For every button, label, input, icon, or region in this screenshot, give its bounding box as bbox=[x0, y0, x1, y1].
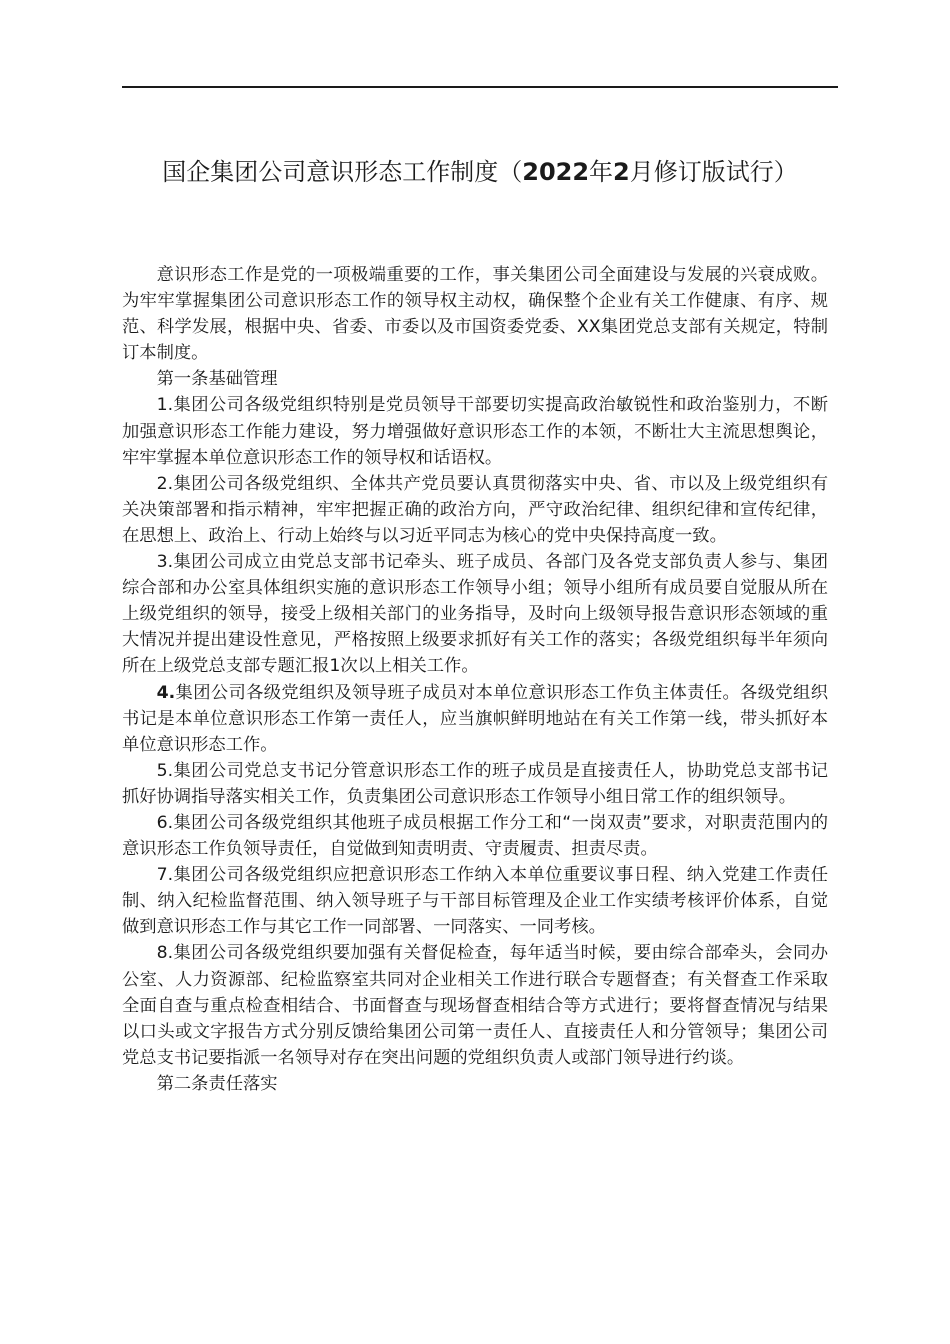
section-heading-2 bbox=[122, 1071, 828, 1097]
item-number: 4. bbox=[156, 682, 176, 703]
paragraph-item-1 bbox=[122, 392, 828, 470]
title-part-1: 国企集团公司意识形态工作制度（ bbox=[162, 158, 523, 186]
paragraph-item-7 bbox=[122, 862, 828, 940]
paragraph-item-2 bbox=[122, 471, 828, 549]
item-number: 5. bbox=[156, 760, 174, 781]
item-number: 6. bbox=[156, 812, 174, 833]
title-part-2: 年 bbox=[589, 158, 614, 186]
paragraph-text: 意识形态工作是党的一项极端重要的工作，事关集团公司全面建设与发展的兴衰成败。为牢牢掌握集团公司意识形态工作的领导权主动权，确保整个企业有关工作健康、有序、规范、科学发展，根据中央、省委、市委以及市国资委党委、XX集团党总支部有关规定，特制订本制度。 bbox=[122, 265, 828, 364]
paragraph-text: 集团公司各级党组织、全体共产党员要认真贯彻落实中央、省、市以及上级党组织有关决策部署和指示精神，牢牢把握正确的政治方向，严守政治纪律、组织纪律和宣传纪律，在思想上、政治上、行动上始终与以习近平同志为核心的党中央保持高度一致。 bbox=[122, 473, 828, 546]
paragraph-text: 集团公司各级党组织及领导班子成员对本单位意识形态工作负主体责任。各级党组织书记是本单位意识形态工作第一责任人，应当旗帜鲜明地站在有关工作第一线，带头抓好本单位意识形态工作。 bbox=[122, 682, 828, 755]
paragraph-item-8 bbox=[122, 940, 828, 1070]
item-number: 2. bbox=[156, 473, 174, 494]
section-heading-1 bbox=[122, 366, 828, 392]
paragraph-intro bbox=[122, 262, 828, 366]
item-number: 7. bbox=[156, 865, 174, 886]
paragraph-text: 集团公司各级党组织特别是党员领导干部要切实提高政治敏锐性和政治鉴别力，不断加强意识形态工作能力建设，努力增强做好意识形态工作的本领，不断壮大主流思想舆论，牢牢掌握本单位意识形态工作的领导权和话语权。 bbox=[122, 395, 828, 468]
section-heading-text: 第一条基础管理 bbox=[156, 369, 278, 390]
paragraph-text: 集团公司各级党组织要加强有关督促检查，每年适当时候，要由综合部牵头，会同办公室、人力资源部、纪检监察室共同对企业相关工作进行联合专题督查；有关督查工作采取全面自查与重点检查相结合、书面督查与现场督查相结合等方式进行；要将督查情况与结果以口头或文字报告方式分别反馈给集团公司第一责任人、直接责任人和分管领导；集团公司党总支书记要指派一名领导对存在突出问题的党组织负责人或部门领导进行约谈。 bbox=[122, 943, 828, 1068]
title-month: 2 bbox=[613, 158, 630, 186]
title-year: 2022 bbox=[522, 158, 590, 186]
paragraph-item-3 bbox=[122, 549, 828, 679]
paragraph-text: 集团公司各级党组织其他班子成员根据工作分工和“一岗双责”要求，对职责范围内的意识形态工作负领导责任，自觉做到知责明责、守责履责、担责尽责。 bbox=[122, 812, 828, 860]
item-number: 8. bbox=[156, 943, 174, 964]
document-body bbox=[122, 262, 828, 1097]
item-number: 3. bbox=[156, 552, 174, 573]
section-heading-text: 第二条责任落实 bbox=[156, 1073, 278, 1094]
paragraph-text: 集团公司各级党组织应把意识形态工作纳入本单位重要议事日程、纳入党建工作责任制、纳入纪检监督范围、纳入领导班子与干部目标管理及企业工作实绩考核评价体系，自觉做到意识形态工作与其它工作一同部署、一同落实、一同考核。 bbox=[122, 865, 828, 938]
item-number: 1. bbox=[156, 395, 174, 416]
header-rule bbox=[122, 86, 838, 88]
paragraph-text: 集团公司成立由党总支部书记牵头、班子成员、各部门及各党支部负责人参与、集团综合部和办公室具体组织实施的意识形态工作领导小组；领导小组所有成员要自觉服从所在上级党组织的领导，接受上级相关部门的业务指导，及时向上级领导报告意识形态领域的重大情况并提出建设性意见，严格按照上级要求抓好有关工作的落实；各级党组织每半年须向所在上级党总支部专题汇报1次以上相关工作。 bbox=[122, 552, 828, 677]
paragraph-item-4 bbox=[122, 680, 828, 758]
paragraph-text: 集团公司党总支书记分管意识形态工作的班子成员是直接责任人，协助党总支部书记抓好协调指导落实相关工作，负责集团公司意识形态工作领导小组日常工作的组织领导。 bbox=[122, 760, 828, 807]
paragraph-item-6 bbox=[122, 810, 828, 862]
title-part-3: 月修订版试行） bbox=[629, 158, 798, 186]
paragraph-item-5 bbox=[122, 758, 828, 810]
document-title bbox=[122, 148, 838, 196]
